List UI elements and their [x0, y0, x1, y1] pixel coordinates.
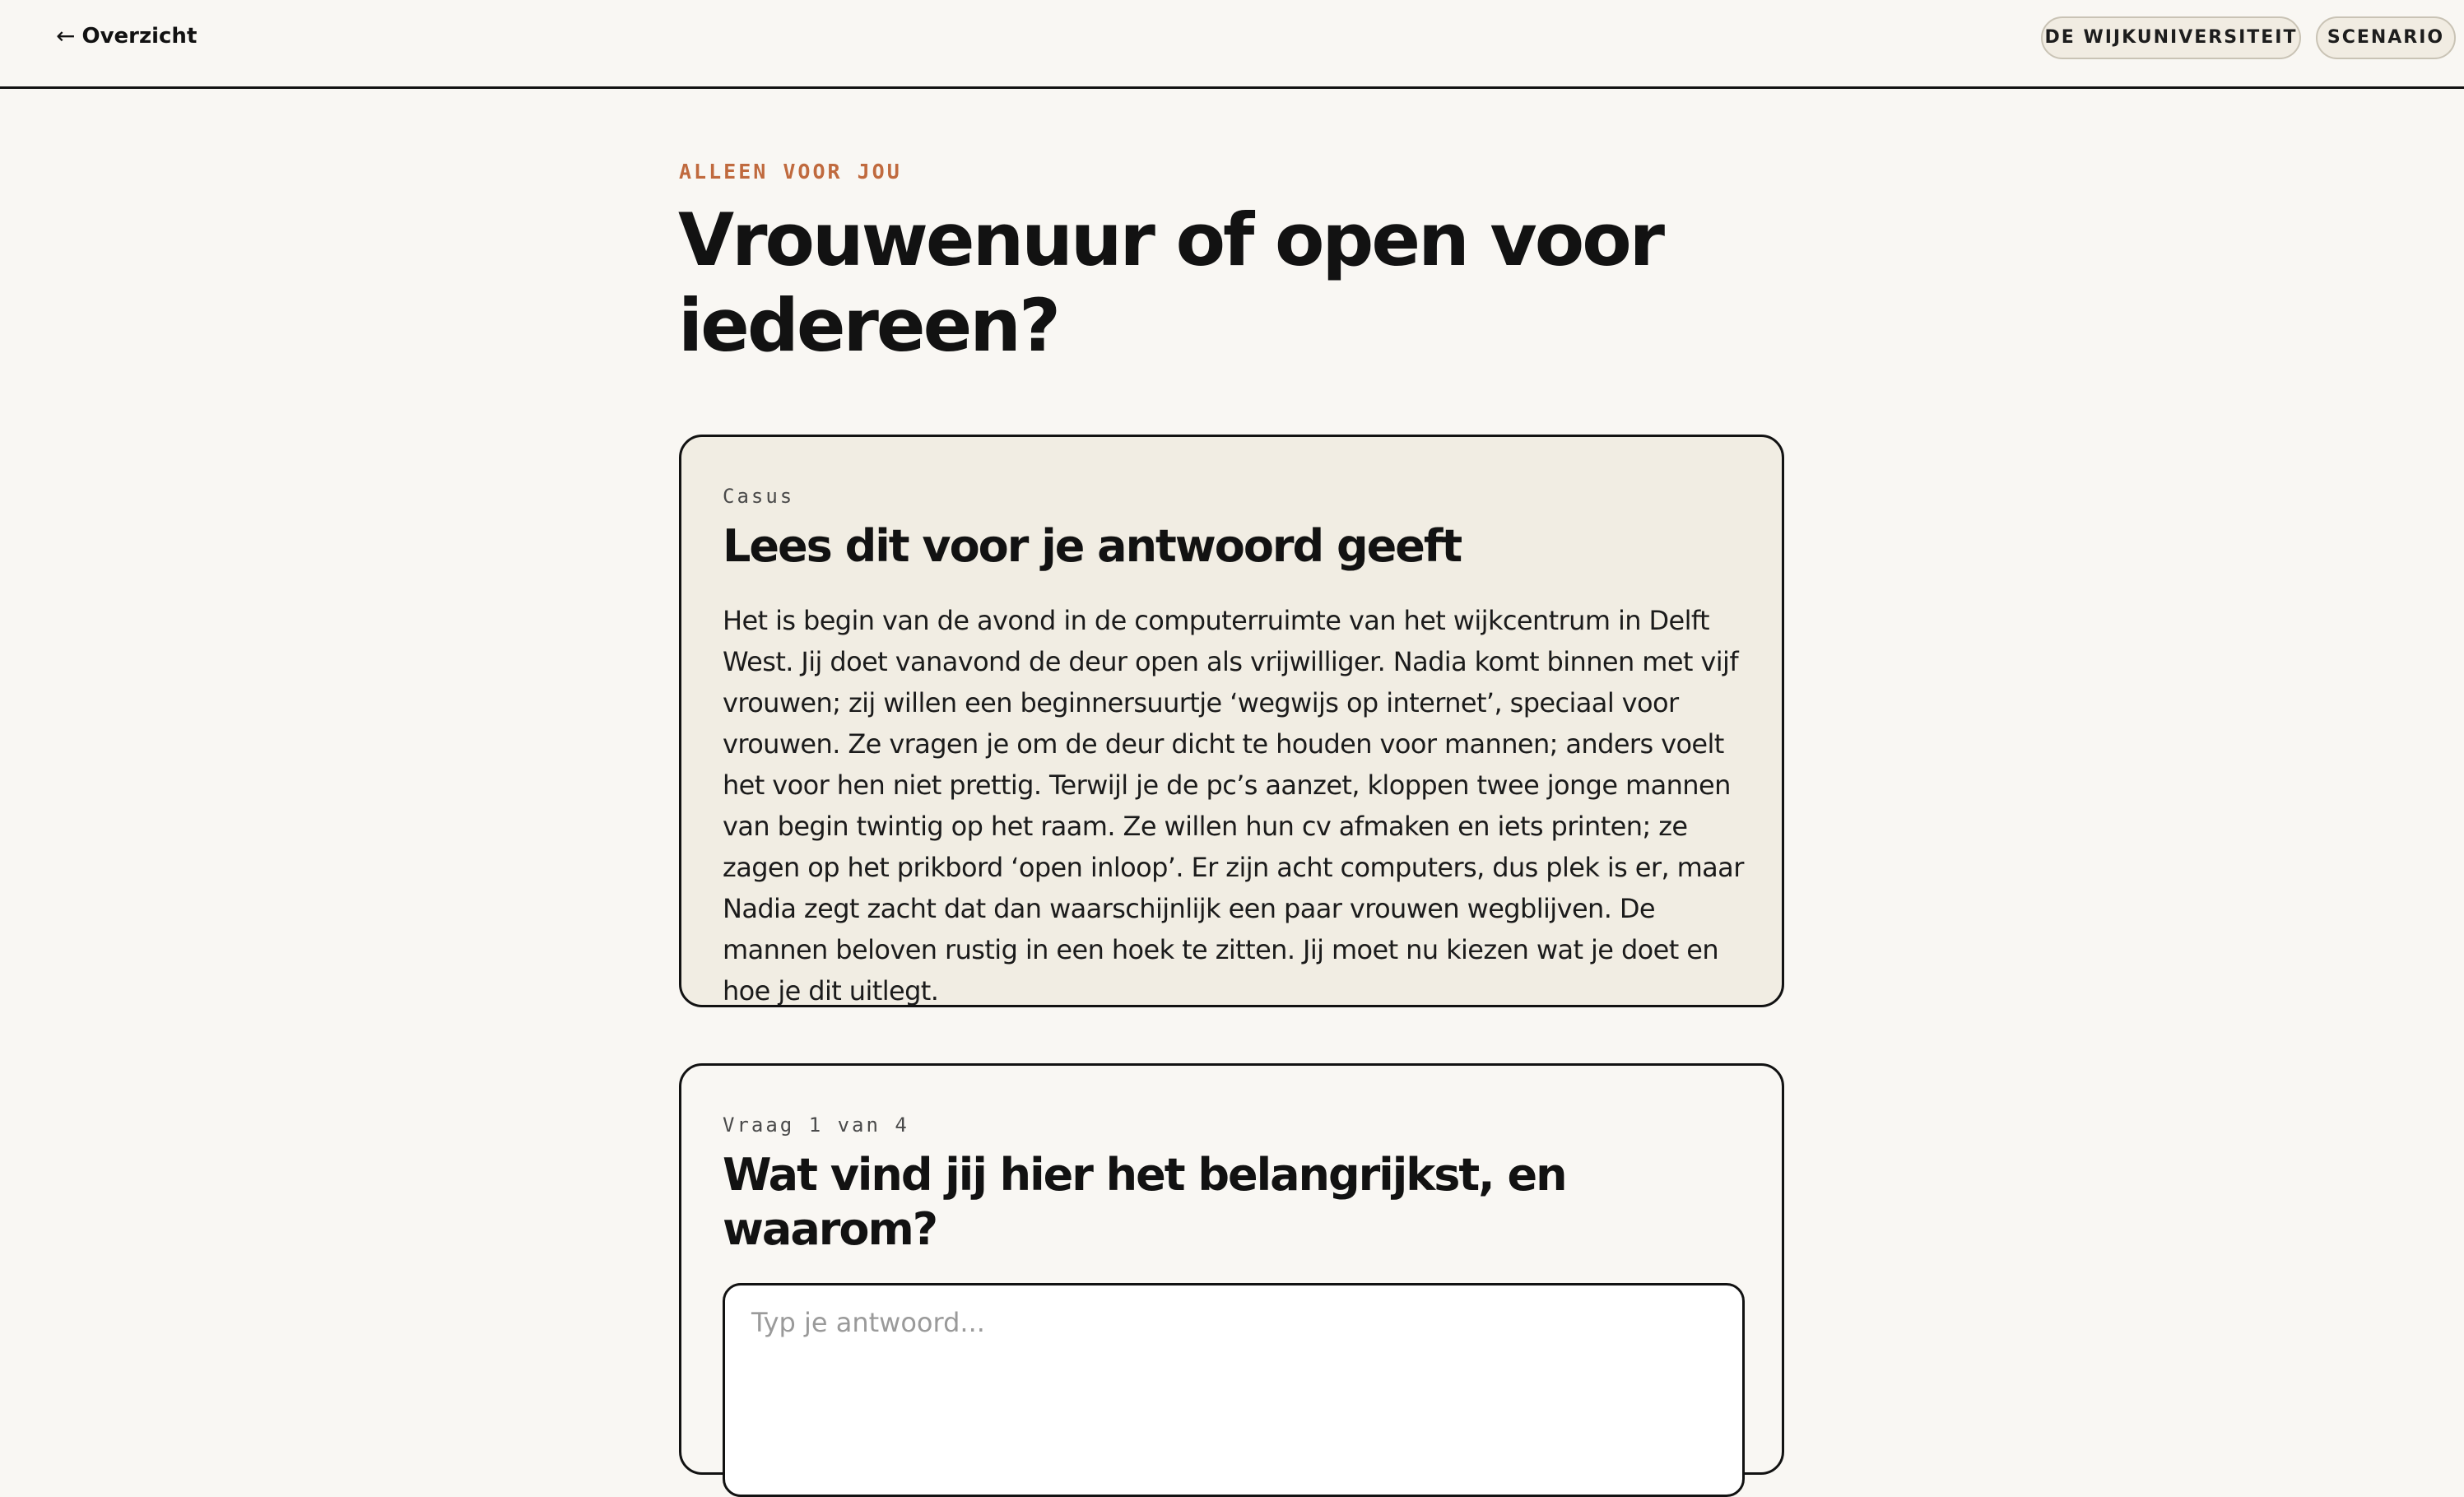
- question-card: [679, 1063, 1784, 1475]
- page-eyebrow: ALLEEN VOOR JOU: [679, 160, 902, 184]
- question-heading: Wat vind jij hier het belangrijkst, en waarom?: [723, 1149, 1566, 1255]
- answer-input[interactable]: [723, 1283, 1745, 1497]
- case-card: [679, 435, 1784, 1007]
- tag-list: [2041, 16, 2456, 59]
- question-counter: Vraag 1 van 4: [723, 1113, 909, 1137]
- case-text: Het is begin van de avond in de computerruimte van het wijkcentrum in Delft West. Jij doet vanavond de deur open als vrijwilliger. Nadia komt binnen met vijf vrouwen; zij willen een beginnersuurtje ‘wegwijs op internet’, speciaal voor vrouwen. Ze vragen je om de deur dicht te houden voor mannen; anders voelt het voor hen niet prettig. Terwijl je de pc’s aanzet, kloppen twee jonge mannen van begin twintig op het raam. Ze willen hun cv afmaken en iets printen; ze zagen op het prikbord ‘open inloop’. Er zijn acht computers, dus plek is er, maar Nadia zegt zacht dat dan waarschijnlijk een paar vrouwen wegblijven. De mannen beloven rustig in een hoek te zitten. Jij moet nu kiezen wat je doet en hoe je dit uitlegt.: [723, 605, 1744, 1007]
- back-to-overview-link[interactable]: [56, 21, 197, 51]
- top-bar: [0, 0, 2464, 89]
- arrow-left-icon: ←: [56, 22, 76, 49]
- page-title: Vrouwenuur of open voor iedereen?: [678, 198, 1663, 368]
- tag-scenario: SCENARIO: [2316, 16, 2456, 59]
- tag-wijkuniversiteit: DE WIJKUNIVERSITEIT: [2041, 16, 2301, 59]
- back-link-label: Overzicht: [81, 24, 198, 49]
- case-heading: Lees dit voor je antwoord geeft: [723, 520, 1462, 572]
- case-kicker: Casus: [723, 485, 795, 508]
